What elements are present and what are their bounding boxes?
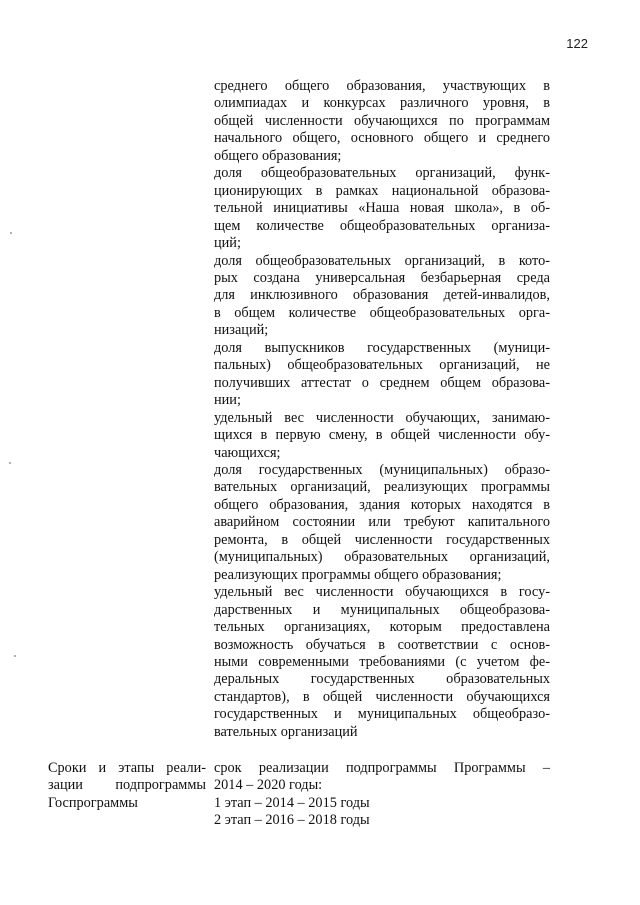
terms-value-block xyxy=(214,760,550,830)
indicator-text-line: тельной инициативы «Наша новая школа», в об- xyxy=(214,200,550,217)
indicator-text-line: нии; xyxy=(214,392,241,409)
indicator-text-line: возможность обучаться в соответствии с основ- xyxy=(214,636,550,653)
indicator-text-line: начального общего, основного общего и среднего xyxy=(214,130,550,147)
indicator-text-line: доля общеобразовательных организаций, функ- xyxy=(214,165,550,182)
scan-speck xyxy=(9,462,11,464)
indicator-text-line: вательных организаций xyxy=(214,723,358,740)
indicators-text-block xyxy=(214,78,550,741)
indicator-text-line: получивших аттестат о среднем общем образова- xyxy=(214,374,550,391)
indicator-text-line: стандартов), в общей численности обучающихся xyxy=(214,688,550,705)
indicator-text-line: ционирующих в рамках национальной образова- xyxy=(214,182,550,199)
indicator-text-line: чающихся; xyxy=(214,444,281,461)
scan-speck xyxy=(10,232,12,234)
indicator-text-line: низаций; xyxy=(214,322,269,339)
indicator-text-line: доля выпускников государственных (муници- xyxy=(214,339,550,356)
scan-speck xyxy=(14,655,16,657)
indicator-text-line: дарственных и муниципальных общеобразова- xyxy=(214,601,550,618)
terms-label-line: Сроки и этапы реали- xyxy=(48,760,206,776)
indicator-text-line: олимпиадах и конкурсах различного уровня, в xyxy=(214,95,550,112)
indicator-text-line: пальных) общеобразовательных организаций, не xyxy=(214,357,550,374)
indicator-text-line: среднего общего образования, участвующих в xyxy=(214,78,550,94)
indicator-text-line: удельный вес численности обучающихся в госу- xyxy=(214,584,550,601)
page-number: 122 xyxy=(566,36,588,51)
indicator-text-line: для инклюзивного образования детей-инвалидов, xyxy=(214,287,550,304)
indicator-text-line: реализующих программы общего образования; xyxy=(214,566,502,583)
indicator-text-line: доля общеобразовательных организаций, в кото- xyxy=(214,252,550,269)
terms-value-line: 2 этап – 2016 – 2018 годы xyxy=(214,812,370,829)
indicator-text-line: вательных организаций, реализующих программы xyxy=(214,479,550,496)
indicator-text-line: ремонта, в общей численности государственных xyxy=(214,531,550,548)
indicator-text-line: удельный вес численности обучающих, занимаю- xyxy=(214,409,550,426)
indicator-text-line: ций; xyxy=(214,235,241,252)
terms-value-line: 2014 – 2020 годы: xyxy=(214,777,323,794)
indicator-text-line: рых создана универсальная безбарьерная среда xyxy=(214,269,550,286)
indicator-text-line: тельных организациях, которым предоставлена xyxy=(214,619,550,636)
indicator-text-line: (муниципальных) образовательных организаций, xyxy=(214,549,550,566)
indicator-text-line: щем количестве общеобразовательных организа- xyxy=(214,217,550,234)
terms-label-line: зации подпрограммы xyxy=(48,777,206,794)
indicator-text-line: общего образования, здания которых находятся в xyxy=(214,496,550,513)
indicator-text-line: ными современными требованиями (с учетом фе- xyxy=(214,653,550,670)
terms-label-block xyxy=(48,760,206,812)
indicator-text-line: доля государственных (муниципальных) образо- xyxy=(214,461,550,478)
terms-label-line: Госпрограммы xyxy=(48,794,138,811)
indicator-text-line: деральных государственных образовательных xyxy=(214,671,550,688)
indicator-text-line: аварийном состоянии или требуют капитального xyxy=(214,514,550,531)
indicator-text-line: в общем количестве общеобразовательных орга- xyxy=(214,304,550,321)
terms-value-line: 1 этап – 2014 – 2015 годы xyxy=(214,794,370,811)
indicator-text-line: государственных и муниципальных общеобразо- xyxy=(214,706,550,723)
indicator-text-line: щихся в первую смену, в общей численности обу- xyxy=(214,427,550,444)
indicator-text-line: общего образования; xyxy=(214,147,342,164)
indicator-text-line: общей численности обучающихся по программам xyxy=(214,112,550,129)
terms-value-line: срок реализации подпрограммы Программы – xyxy=(214,760,550,776)
